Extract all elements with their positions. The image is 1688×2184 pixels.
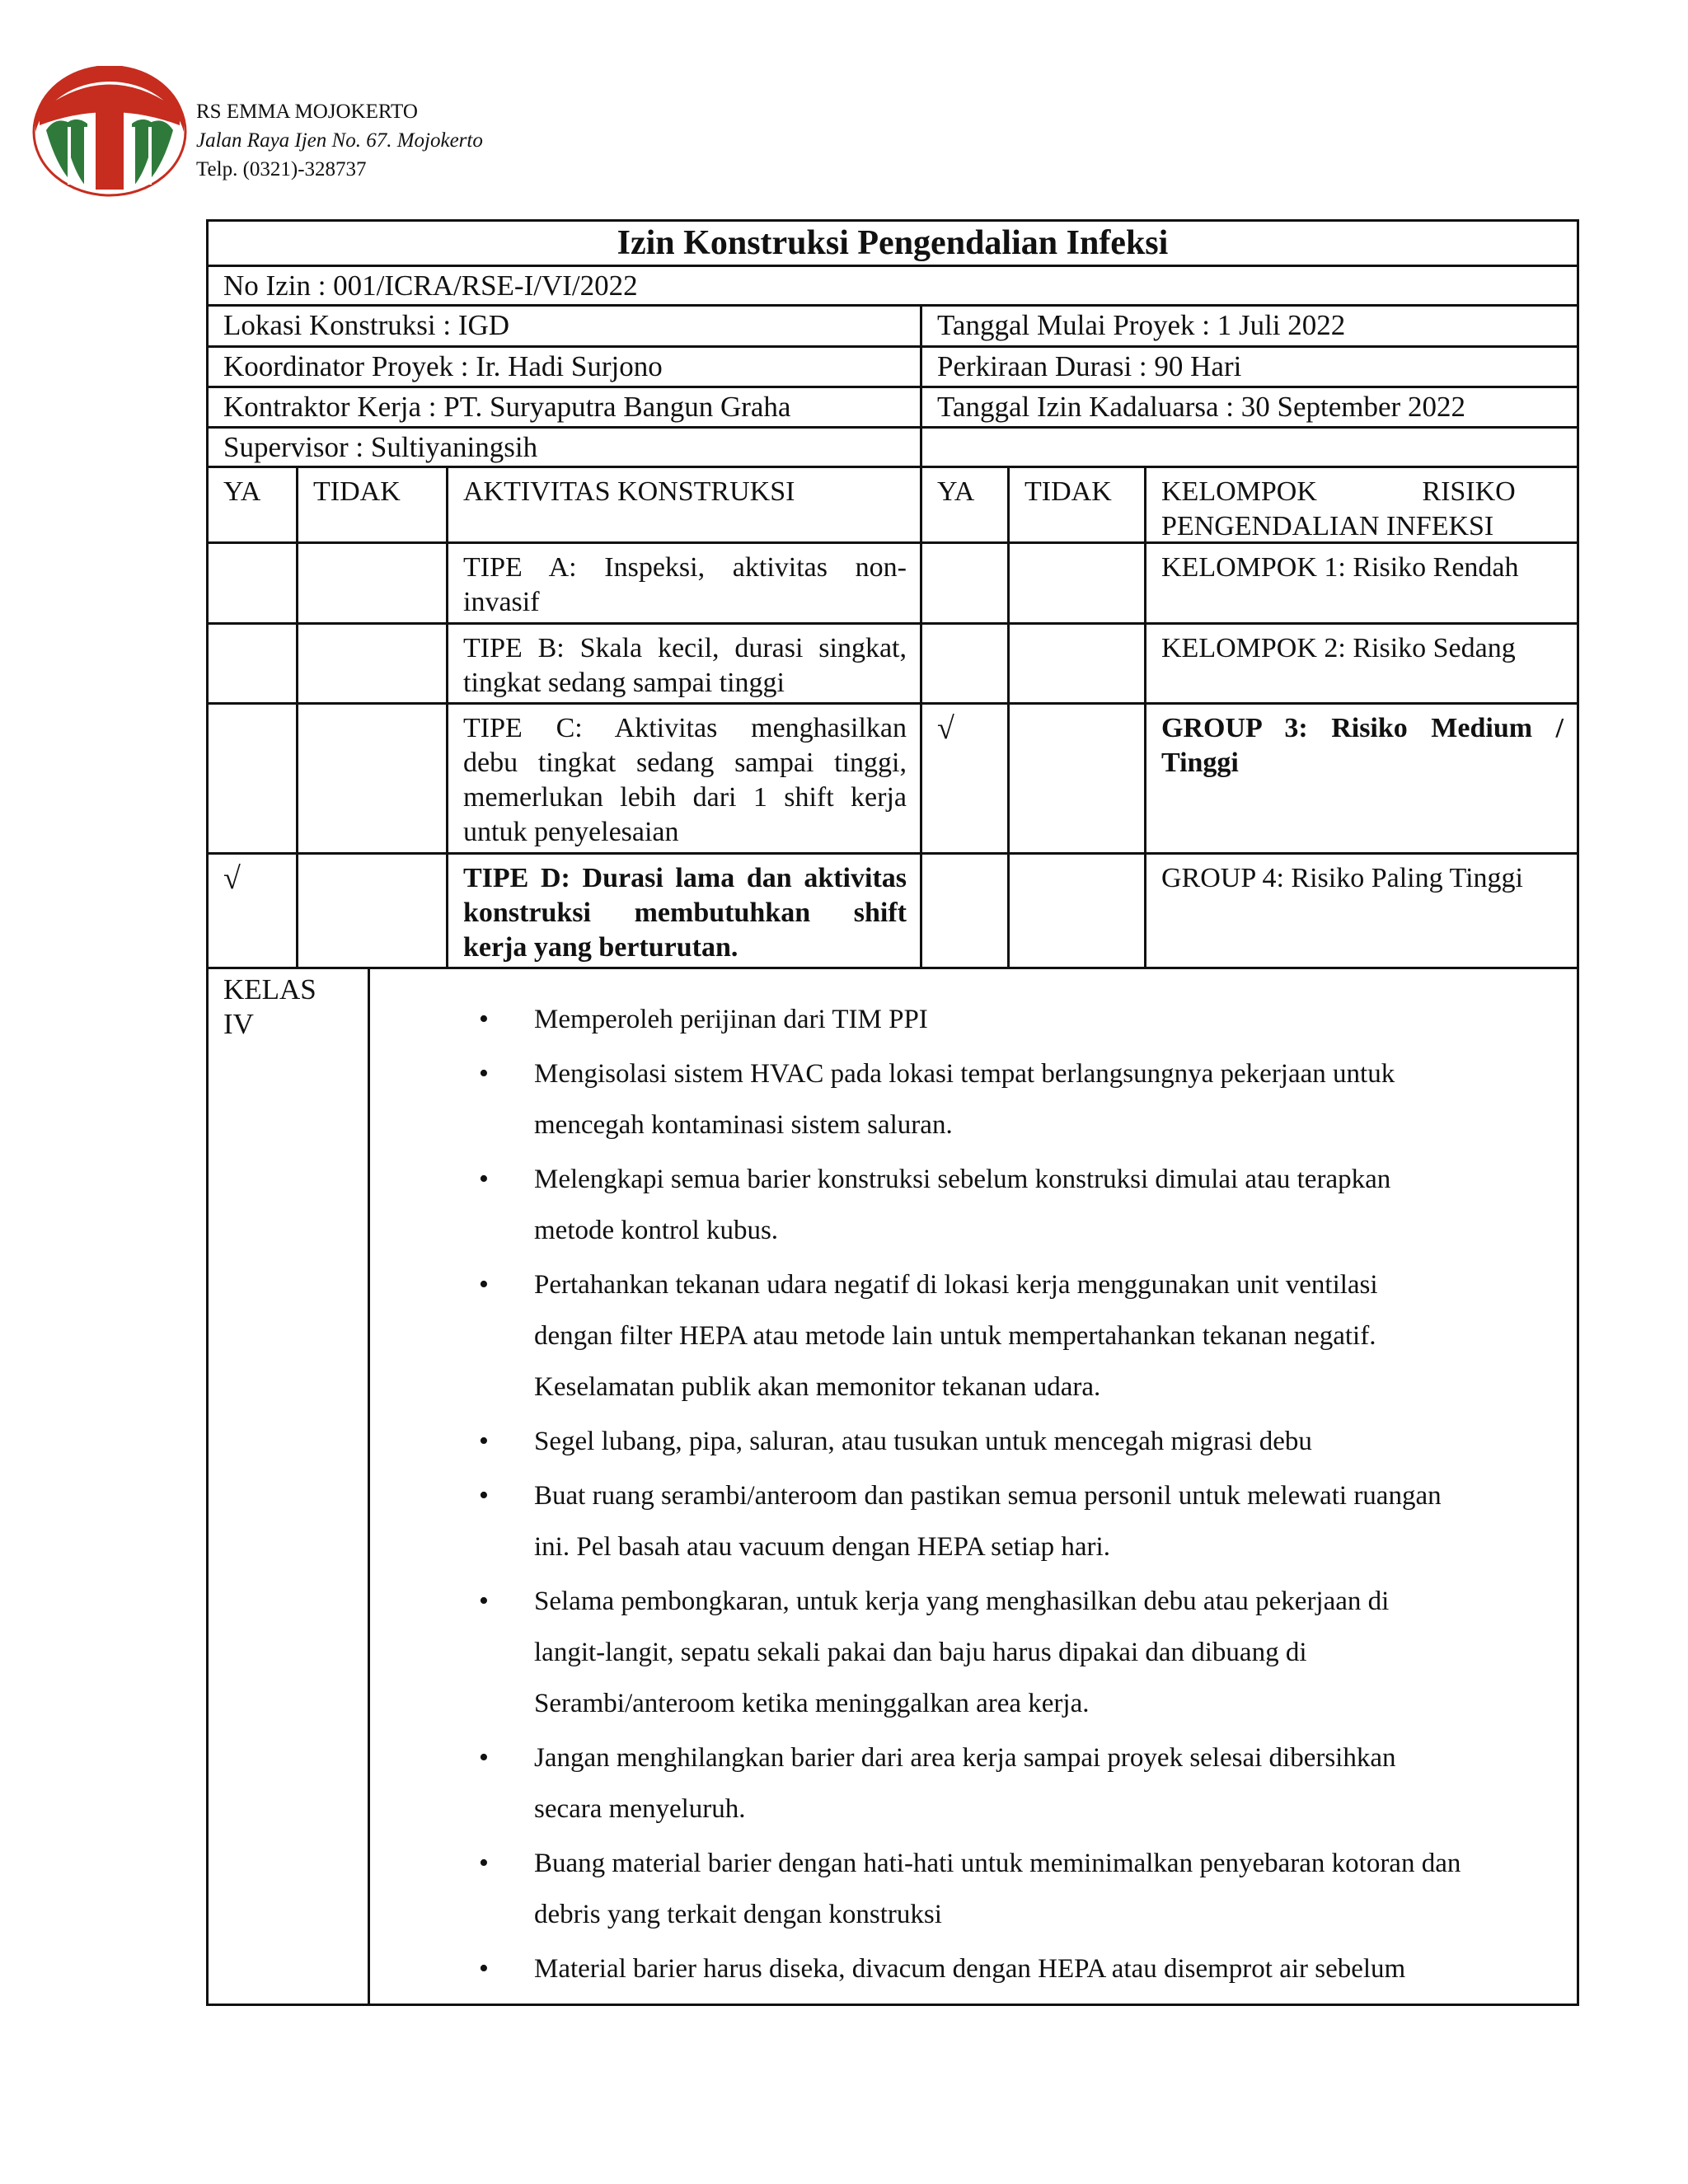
list-item-line: • Melengkapi semua barier konstruksi sebelum konstruksi dimulai atau terapkan: [534, 1165, 1391, 1194]
table-row: [206, 544, 1579, 625]
no-izin: No Izin : 001/ICRA/RSE-I/VI/2022: [223, 269, 638, 302]
list-item: [370, 1154, 1557, 1256]
col-kelompok-line1: KELOMPOK RISIKO: [1161, 476, 1516, 507]
list-item-line: Serambi/anteroom ketika meninggalkan area kerja.: [534, 1689, 1090, 1718]
list-item-line: • Material barier harus diseka, divacum dengan HEPA atau disemprot air sebelum: [534, 1954, 1406, 1984]
col-tidak: TIDAK: [296, 468, 446, 541]
list-item-line: langit-langit, sepatu sekali pakai dan baju harus dipakai dan dibuang di: [534, 1638, 1307, 1667]
row-koordinator: [206, 348, 1579, 388]
kelas-label: KELAS IV: [209, 969, 370, 2004]
lokasi-konstruksi: Lokasi Konstruksi : IGD: [223, 309, 510, 341]
list-item-line: • Buat ruang serambi/anteroom dan pastikan semua personil untuk melewati ruangan: [534, 1481, 1442, 1511]
empty-cell: [920, 429, 1577, 466]
table-row: [206, 855, 1579, 969]
col-tidak-2: TIDAK: [1007, 468, 1144, 541]
kelas-requirements: [370, 969, 1577, 2004]
row-lokasi: [206, 307, 1579, 348]
tanggal-kadaluarsa: Tanggal Izin Kadaluarsa : 30 September 2022: [920, 388, 1577, 426]
col-ya: YA: [223, 476, 261, 507]
tanggal-mulai: Tanggal Mulai Proyek : 1 Juli 2022: [920, 307, 1577, 345]
list-item: [370, 1576, 1557, 1729]
list-item-line: secara menyeluruh.: [534, 1794, 746, 1824]
org-phone: Telp. (0321)-328737: [196, 158, 367, 180]
tipe-b: TIPE B: Skala kecil, durasi singkat, tingkat sedang sampai tinggi: [446, 625, 920, 702]
list-item: [370, 1838, 1557, 1940]
list-item-line: debris yang terkait dengan konstruksi: [534, 1900, 942, 1929]
kelompok-1: KELOMPOK 1: Risiko Rendah: [1144, 544, 1577, 622]
list-item-line: • Pertahankan tekanan udara negatif di lokasi kerja menggunakan unit ventilasi: [534, 1270, 1378, 1300]
kelompok-2: KELOMPOK 2: Risiko Sedang: [1144, 625, 1577, 702]
list-item: [370, 1416, 1557, 1467]
list-item: [370, 994, 1557, 1045]
list-item-line: • Segel lubang, pipa, saluran, atau tusukan untuk mencegah migrasi debu: [534, 1427, 1312, 1456]
list-item-line: ini. Pel basah atau vacuum dengan HEPA setiap hari.: [534, 1532, 1110, 1562]
table-row: [206, 705, 1579, 855]
org-address: Jalan Raya Ijen No. 67. Mojokerto: [196, 129, 483, 152]
tipe-c: TIPE C: Aktivitas menghasilkan debu tingkat sedang sampai tinggi, memerlukan lebih dari 1 shift kerja untuk penyelesaian: [446, 705, 920, 852]
permit-form: [206, 219, 1579, 2006]
col-aktivitas: AKTIVITAS KONSTRUKSI: [446, 468, 920, 541]
supervisor: Supervisor : Sultiyaningsih: [223, 431, 538, 463]
list-item-line: • Mengisolasi sistem HVAC pada lokasi tempat berlangsungnya pekerjaan untuk: [534, 1059, 1395, 1089]
group-3: GROUP 3: Risiko Medium / Tinggi: [1144, 705, 1577, 852]
check-mark: √: [920, 705, 1007, 852]
list-item-line: Keselamatan publik akan memonitor tekanan udara.: [534, 1372, 1101, 1402]
list-item-line: • Selama pembongkaran, untuk kerja yang menghasilkan debu atau pekerjaan di: [534, 1586, 1390, 1616]
requirements-list: [370, 994, 1557, 1994]
perkiraan-durasi: Perkiraan Durasi : 90 Hari: [920, 348, 1577, 386]
list-item: [370, 1048, 1557, 1151]
list-item: [370, 1732, 1557, 1835]
row-supervisor: [206, 429, 1579, 468]
col-kelompok: [1144, 468, 1577, 541]
kelas-section: [206, 969, 1579, 2006]
table-header: [206, 468, 1579, 544]
form-title: Izin Konstruksi Pengendalian Infeksi: [206, 219, 1579, 267]
row-no-izin: [206, 267, 1579, 307]
tipe-d: TIPE D: Durasi lama dan aktivitas konstruksi membutuhkan shift kerja yang berturutan.: [446, 855, 920, 967]
koordinator-proyek: Koordinator Proyek : Ir. Hadi Surjono: [223, 350, 663, 382]
list-item-line: • Jangan menghilangkan barier dari area kerja sampai proyek selesai dibersihkan: [534, 1743, 1396, 1773]
list-item-line: mencegah kontaminasi sistem saluran.: [534, 1110, 953, 1140]
kontraktor-kerja: Kontraktor Kerja : PT. Suryaputra Bangun Graha: [223, 391, 791, 423]
check-mark: √: [223, 861, 241, 896]
table-row: [206, 625, 1579, 705]
list-item: [370, 1470, 1557, 1572]
list-item-line: metode kontrol kubus.: [534, 1216, 779, 1245]
tipe-a: TIPE A: Inspeksi, aktivitas non- invasif: [446, 544, 920, 622]
list-item-line: dengan filter HEPA atau metode lain untuk mempertahankan tekanan negatif.: [534, 1321, 1376, 1351]
letterhead: [196, 97, 483, 184]
hospital-logo-icon: [31, 66, 188, 198]
list-item-line: • Memperoleh perijinan dari TIM PPI: [534, 1005, 928, 1034]
list-item-line: • Buang material barier dengan hati-hati untuk meminimalkan penyebaran kotoran dan: [534, 1849, 1461, 1878]
col-kelompok-line2: PENGENDALIAN INFEKSI: [1161, 511, 1494, 541]
list-item: [370, 1943, 1557, 1994]
list-item: [370, 1259, 1557, 1413]
col-ya-2: YA: [920, 468, 1007, 541]
row-kontraktor: [206, 388, 1579, 429]
group-4: GROUP 4: Risiko Paling Tinggi: [1144, 855, 1577, 967]
org-name: RS EMMA MOJOKERTO: [196, 101, 418, 123]
